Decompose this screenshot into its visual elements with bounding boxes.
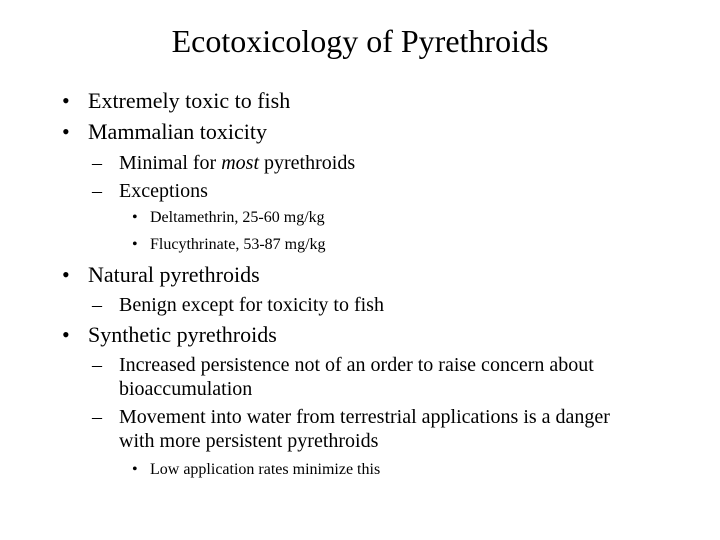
bullet-text: [119, 405, 610, 453]
bullet-text: Synthetic pyrethroids: [88, 322, 277, 347]
bullet-marker: •: [132, 209, 138, 226]
bullet-marker: –: [92, 406, 102, 428]
bullet-text: [119, 151, 355, 175]
bullet-text: Low application rates minimize this: [150, 461, 381, 478]
bullet-text: Benign except for toxicity to fish: [119, 294, 384, 316]
bullet-text: Flucythrinate, 53-87 mg/kg: [150, 236, 326, 253]
bullet-text: Exceptions: [119, 180, 208, 202]
slide-title: Ecotoxicology of Pyrethroids: [171, 23, 549, 59]
bullet-marker: •: [62, 88, 70, 113]
bullet-marker: •: [62, 322, 70, 347]
text-emphasis: most: [221, 152, 260, 174]
bullet-marker: –: [92, 152, 102, 174]
bullet-text: Extremely toxic to fish: [88, 88, 291, 113]
text-pre: Minimal for: [119, 152, 222, 174]
bullet-marker: –: [92, 180, 102, 202]
bullet-text: [119, 353, 594, 401]
text-line-1: Movement into water from terrestrial applications is a danger: [119, 406, 610, 428]
bullet-text: Deltamethrin, 25-60 mg/kg: [150, 209, 325, 226]
text-post: pyrethroids: [259, 152, 356, 174]
bullet-text: Natural pyrethroids: [88, 262, 260, 287]
bullet-marker: –: [92, 354, 102, 376]
text-line-2: with more persistent pyrethroids: [119, 430, 379, 452]
bullet-text: Mammalian toxicity: [88, 119, 268, 144]
bullet-marker: •: [62, 262, 70, 287]
bullet-marker: –: [92, 294, 102, 316]
text-line-2: bioaccumulation: [119, 378, 253, 400]
bullet-marker: •: [62, 119, 70, 144]
bullet-marker: •: [132, 236, 138, 253]
bullet-marker: •: [132, 461, 138, 478]
text-line-1: Increased persistence not of an order to raise concern about: [119, 354, 594, 376]
